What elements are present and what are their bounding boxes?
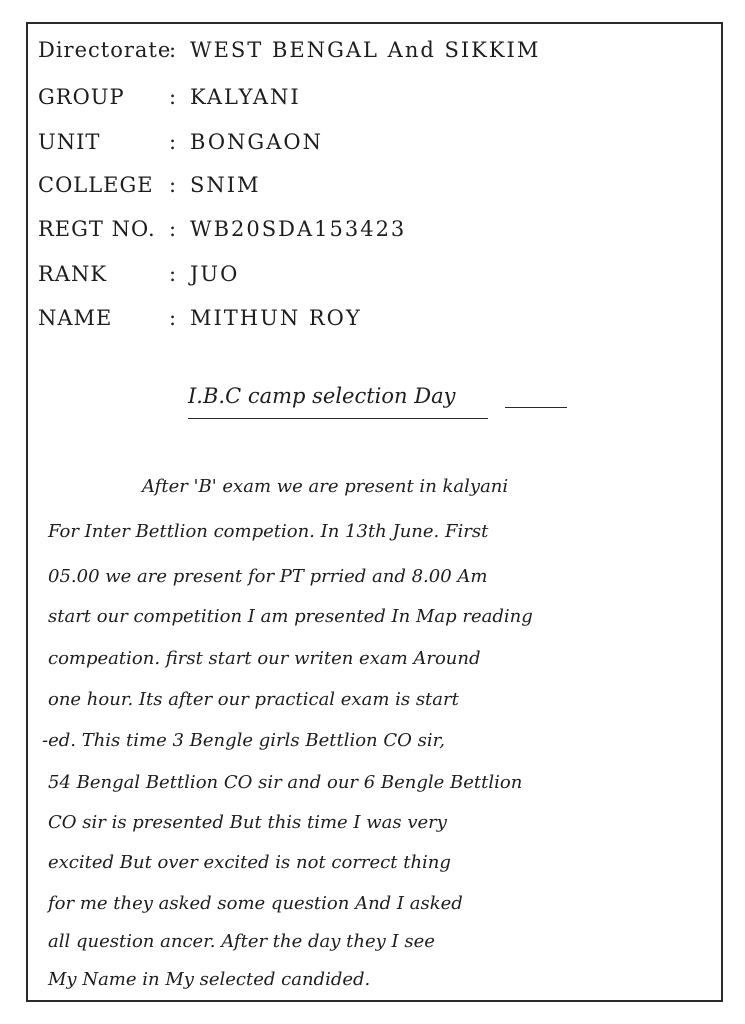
body-line: 05.00 we are present for PT prried and 8.00 Am [48, 566, 488, 587]
name-label: NAME [38, 306, 113, 330]
directorate-value: WEST BENGAL And SIKKIM [190, 38, 541, 62]
unit-row: UNIT : BONGAON [38, 130, 323, 154]
name-value: MITHUN ROY [190, 306, 362, 330]
rank-value: JUO [190, 262, 240, 286]
unit-label: UNIT [38, 130, 101, 154]
unit-value: BONGAON [190, 130, 323, 154]
body-line: CO sir is presented But this time I was very [48, 812, 447, 833]
regt-no-value: WB20SDA153423 [190, 217, 407, 241]
body-line: for me they asked some question And I asked [48, 893, 463, 914]
regt-no-label: REGT NO. [38, 217, 156, 241]
directorate-row: Directorate: WEST BENGAL And SIKKIM [38, 38, 541, 62]
college-label: COLLEGE [38, 173, 154, 197]
body-line: For Inter Bettlion competion. In 13th June. First [48, 521, 489, 542]
body-line: After 'B' exam we are present in kalyani [142, 476, 509, 497]
title-underline [188, 418, 488, 419]
body-line: -ed. This time 3 Bengle girls Bettlion CO sir, [42, 730, 445, 751]
college-row: COLLEGE : SNIM [38, 173, 261, 197]
group-row: GROUP : KALYANI [38, 85, 301, 109]
regt-no-row: REGT NO. : WB20SDA153423 [38, 217, 407, 241]
rank-label: RANK [38, 262, 108, 286]
name-row: NAME : MITHUN ROY [38, 306, 362, 330]
body-line: excited But over excited is not correct thing [48, 852, 451, 873]
directorate-label: Directorate [38, 38, 172, 62]
body-line: compeation. first start our writen exam Around [48, 648, 481, 669]
group-label: GROUP [38, 85, 125, 109]
college-value: SNIM [190, 173, 261, 197]
body-line: start our competition I am presented In Map reading [48, 606, 533, 627]
body-line: all question ancer. After the day they I see [48, 931, 435, 952]
body-line: 54 Bengal Bettlion CO sir and our 6 Bengle Bettlion [48, 772, 523, 793]
essay-title: I.B.C camp selection Day [188, 384, 456, 408]
body-line: one hour. Its after our practical exam is start [48, 689, 459, 710]
rank-row: RANK : JUO [38, 262, 240, 286]
group-value: KALYANI [190, 85, 301, 109]
title-dash [505, 407, 567, 408]
body-line: My Name in My selected candided. [48, 969, 371, 990]
